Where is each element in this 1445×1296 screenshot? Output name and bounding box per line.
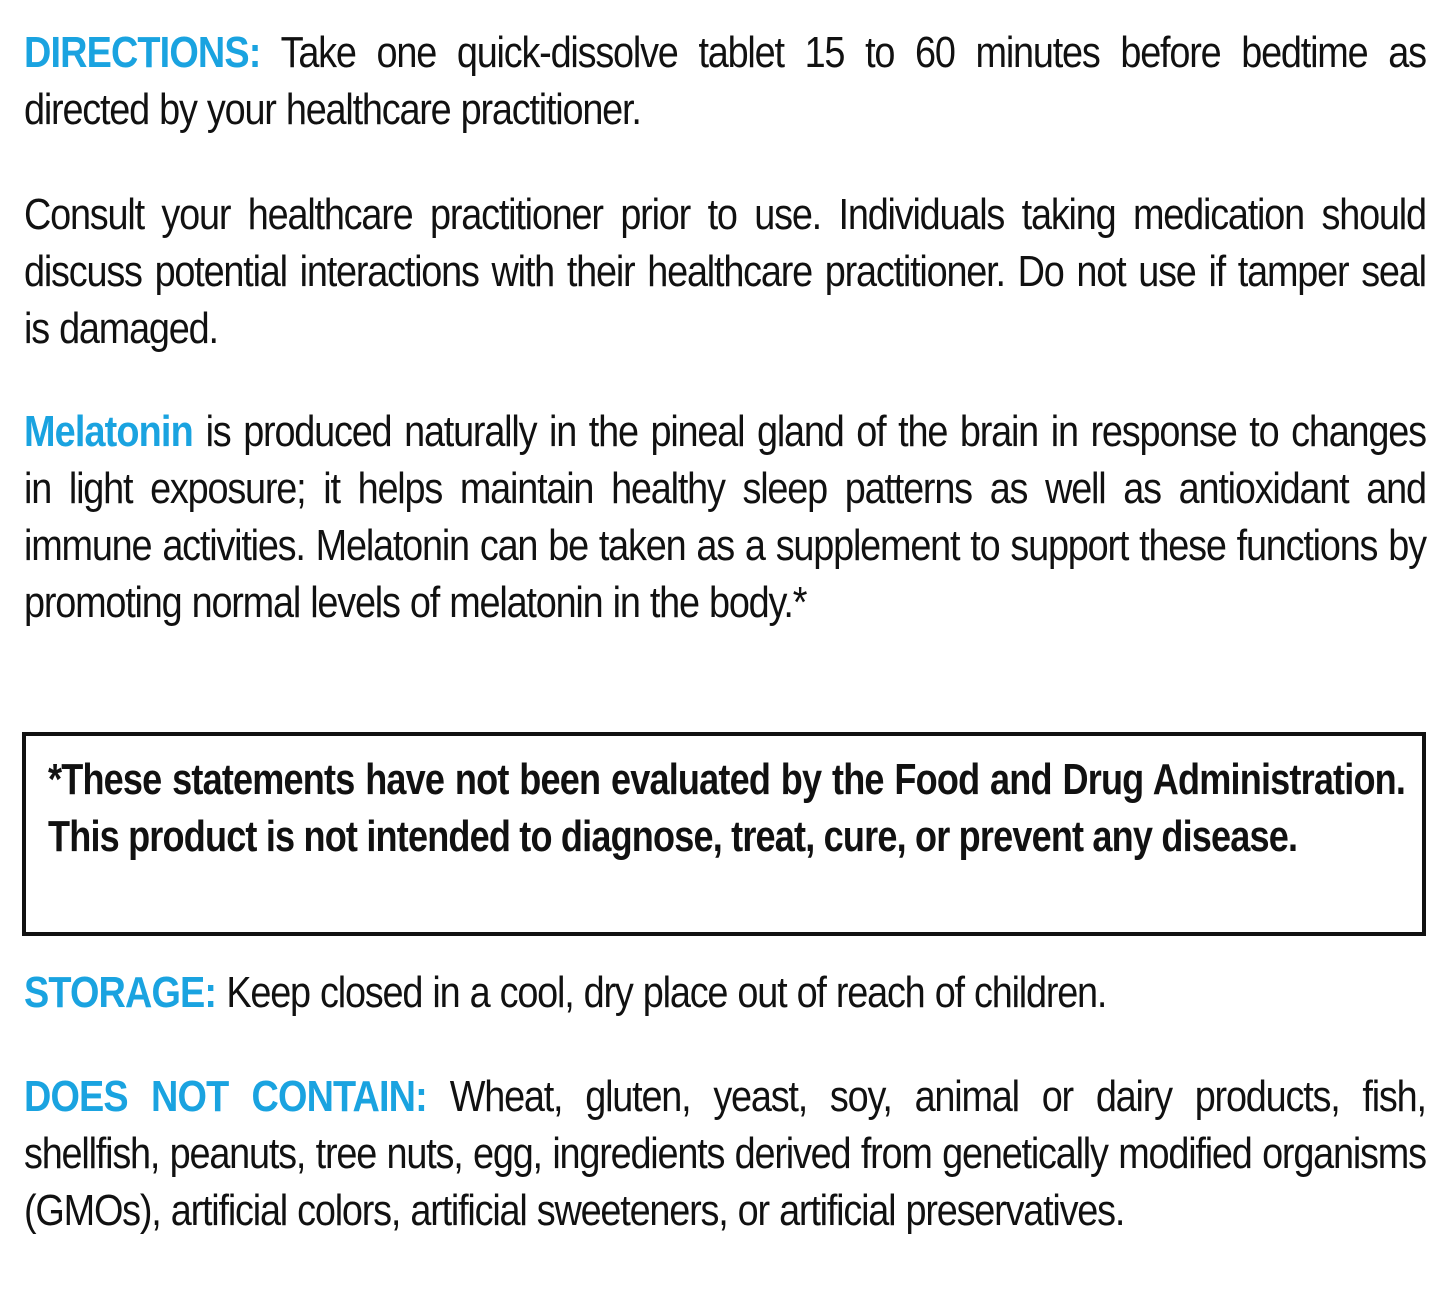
melatonin-paragraph (24, 403, 1426, 631)
melatonin-heading: Melatonin (24, 407, 193, 456)
consult-paragraph (24, 186, 1426, 357)
does-not-contain-heading: DOES NOT CONTAIN: (24, 1072, 427, 1121)
directions-text: Take one quick-dissolve tablet 15 to 60 minutes before bedtime as directed by your healthcare practitioner. (24, 28, 1426, 134)
storage-paragraph (24, 964, 1426, 1021)
storage-heading: STORAGE: (24, 968, 217, 1017)
fda-disclaimer-text: *These statements have not been evaluated by the Food and Drug Administration. This product is not intended to diagnose, treat, cure, or prevent any disease. (48, 755, 1406, 861)
directions-heading: DIRECTIONS: (24, 28, 261, 77)
storage-text: Keep closed in a cool, dry place out of reach of children. (216, 968, 1107, 1017)
does-not-contain-text: Wheat, gluten, yeast, soy, animal or dairy products, fish, shellfish, peanuts, tree nuts, egg, ingredients derived from genetically modified organisms (GMOs), artificial colors, artificial sweeteners, or artificial preservatives. (24, 1072, 1426, 1235)
melatonin-text: is produced naturally in the pineal gland of the brain in response to changes in light exposure; it helps maintain healthy sleep patterns as well as antioxidant and immune activities. Melatonin can be taken as a supplement to support these functions by promoting normal levels of melatonin in the body.* (24, 407, 1426, 627)
does-not-contain-paragraph (24, 1068, 1426, 1239)
fda-disclaimer-box (22, 732, 1426, 936)
directions-paragraph (24, 24, 1426, 138)
consult-text: Consult your healthcare practitioner prior to use. Individuals taking medication should discuss potential interactions with their healthcare practitioner. Do not use if tamper seal is damaged. (24, 190, 1426, 353)
